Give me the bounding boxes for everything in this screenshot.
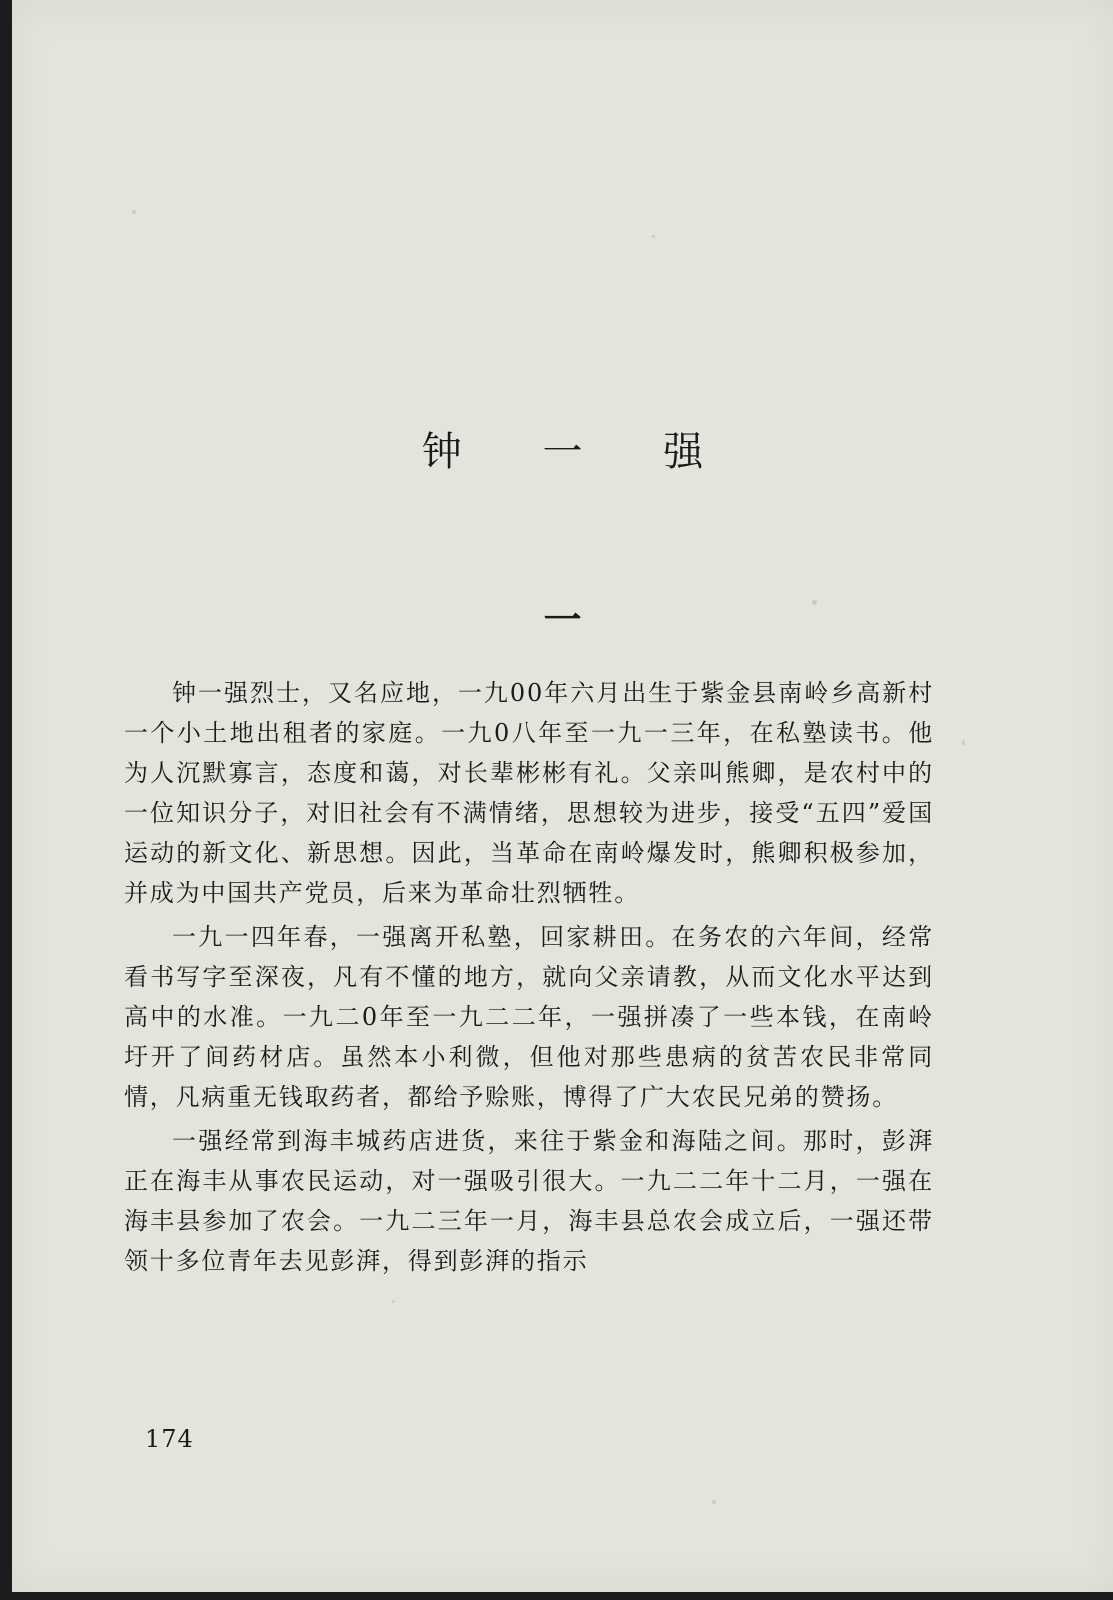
paper-speck [132, 210, 136, 214]
chapter-title: 钟 一 强 [421, 429, 738, 475]
book-page [12, 0, 1113, 1592]
page-number: 174 [145, 1425, 194, 1453]
paragraph: 一强经常到海丰城药店进货，来往于紫金和海陆之间。那时，彭湃正在海丰从事农民运动，对一强吸引很大。一九二二年十二月，一强在海丰县参加了农会。一九二三年一月，海丰县总农会成立后，一强还带领十多位青年去见彭湃，得到彭湃的指示 [124, 1127, 934, 1275]
paper-speck [712, 1500, 716, 1504]
paragraph: 一九一四年春，一强离开私塾，回家耕田。在务农的六年间，经常看书写字至深夜，凡有不懂的地方，就向父亲请教，从而文化水平达到高中的水准。一九二0年至一九二二年，一强拼凑了一些本钱，在南岭圩开了间药材店。虽然本小利微，但他对那些患病的贫苦农民非常同情，凡病重无钱取药者，都给予赊账，博得了广大农民兄弟的赞扬。 [124, 923, 934, 1111]
paper-speck [652, 235, 655, 238]
paragraph: 钟一强烈士，又名应地，一九00年六月出生于紫金县南岭乡高新村一个小土地出租者的家庭。一九0八年至一九一三年，在私塾读书。他为人沉默寡言，态度和蔼，对长辈彬彬有礼。父亲叫熊卿，是农村中的一位知识分子，对旧社会有不满情绪，思想较为进步，接受“五四”爱国运动的新文化、新思想。因此，当革命在南岭爆发时，熊卿积极参加，并成为中国共产党员，后来为革命壮烈牺牲。 [124, 679, 934, 907]
paper-speck [392, 1300, 395, 1303]
body-text [124, 673, 934, 1285]
paper-speck [962, 740, 965, 746]
paper-speck [812, 600, 817, 605]
section-number: 一 [543, 597, 582, 642]
